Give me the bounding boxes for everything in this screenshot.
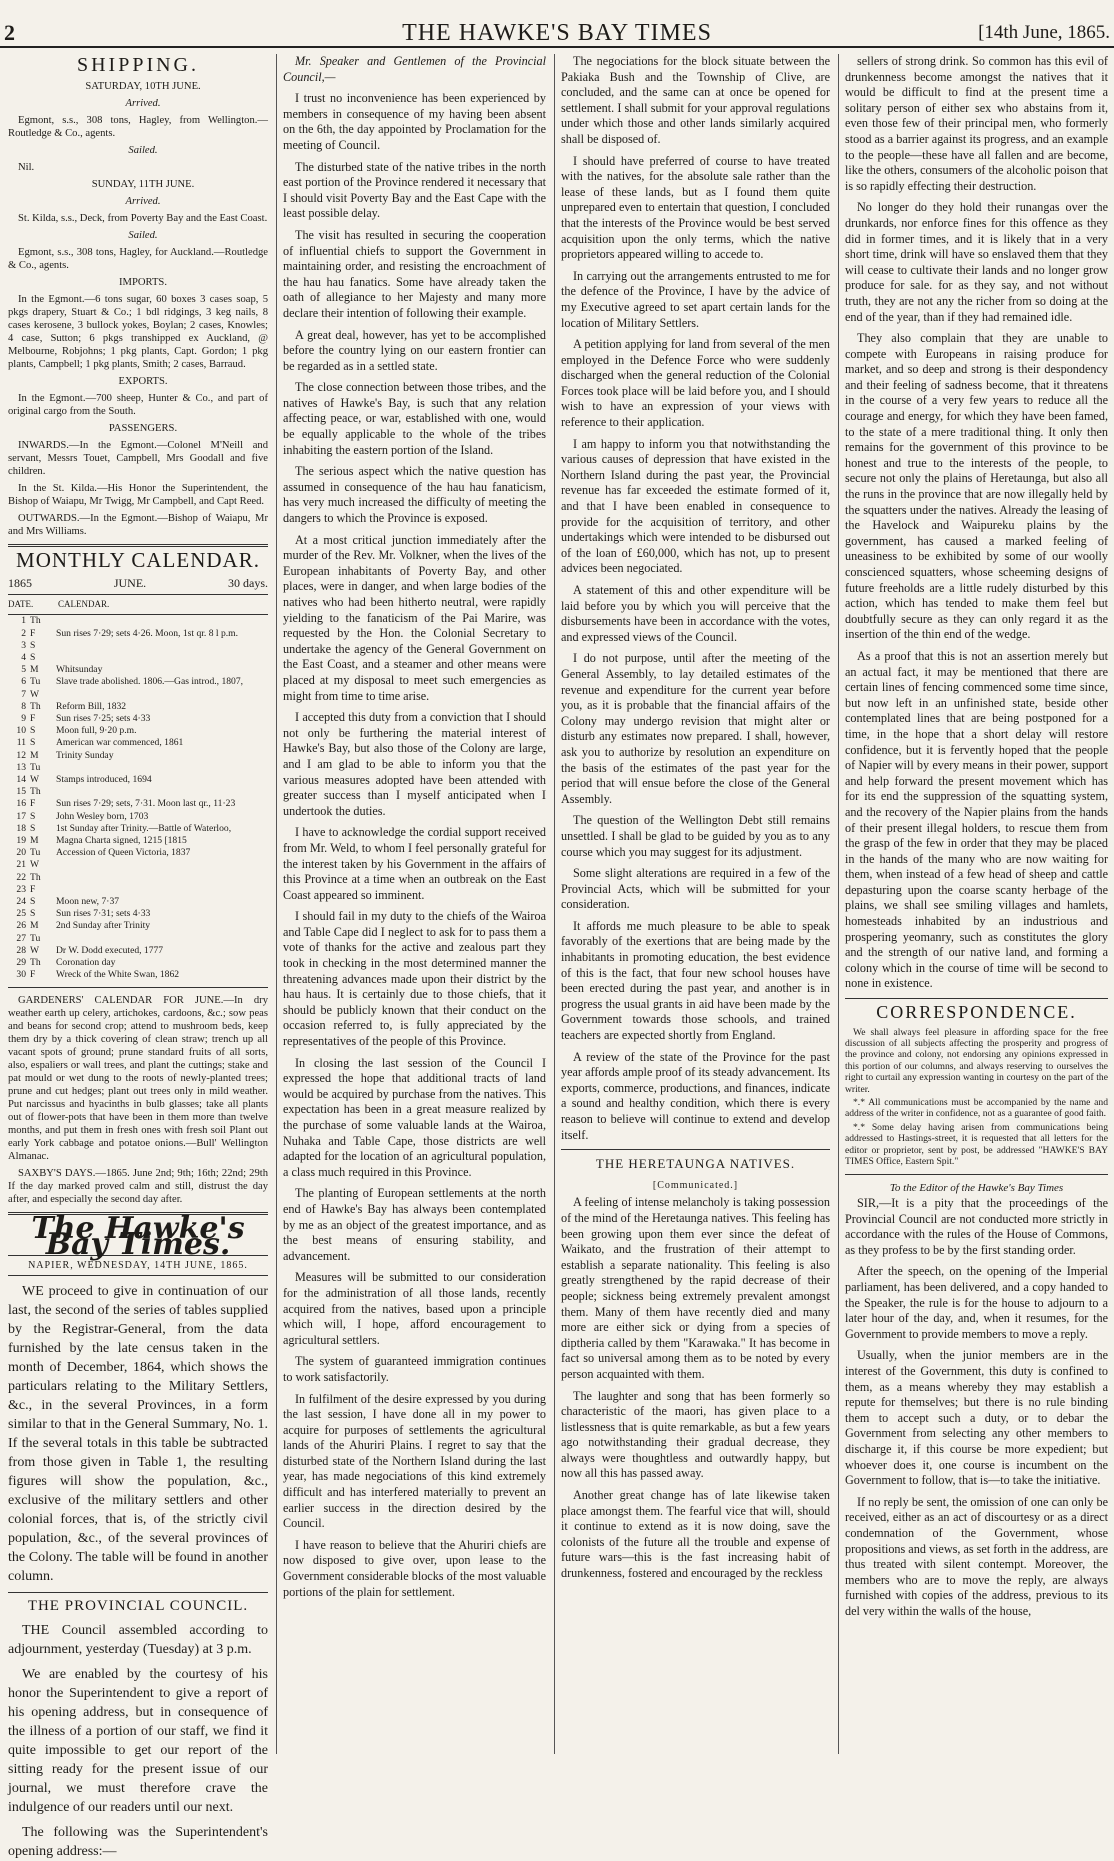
council-paragraph: THE Council assembled according to adjournment, yesterday (Tuesday) at 3 p.m. [8, 1622, 268, 1657]
calendar-weekday: W [30, 688, 40, 700]
calendar-weekday: Th [30, 700, 41, 712]
calendar-event: Accession of Queen Victoria, 1837 [56, 847, 191, 859]
calendar-rows [8, 615, 268, 981]
address-paragraph: The question of the Wellington Debt still remains unsettled. I shall be glad to be guided by you as to any course which you may suggest for its adjustment. [561, 813, 830, 859]
calendar-day: 11 [16, 737, 26, 749]
divider [8, 1592, 268, 1593]
address-paragraph: I accepted this duty from a conviction that I should not only be furthering the material interest of Hawke's Bay, but also those of the Colony are large, and I am glad to be able to inform you that the various measures adopted have been attended with greater success than I myself anticipated when I undertook the duties. [283, 710, 546, 818]
calendar-row [8, 945, 268, 957]
correspondence-note: *.* All communications must be accompanied by the name and address of the writer in confidence, not as a guarantee of good faith. [845, 1097, 1108, 1120]
calendar-weekday: Tu [30, 932, 41, 944]
calendar-day: 20 [16, 847, 26, 859]
calendar-row [8, 689, 268, 701]
calendar-row [8, 676, 268, 688]
calendar-event [56, 884, 268, 896]
gardeners-calendar: GARDENERS' CALENDAR FOR JUNE.—In dry weather earth up celery, artichokes, cardoons, &c.; sow peas and beans for second crop; attend to mushroom beds, keep them dry by a thick covering of clean straw; trench up all vacant spots of ground; prune standard fruits of all sorts, also, espaliers or wall trees, and plant the cuttings; stake and pat mould or wet dung to the roots of newly-planted trees; prune and cut hedges; plant out trees only in mild weather. Put narcissus and hyacinths in bulb glasses; take all plants out of flower-pots that have been in them more than twelve months, and put them in fresh ones with fresh soil Plant out early York cabbage and potatoe onions.—Bull' Wellington Almanac. [8, 995, 268, 1163]
council-paragraph: We are enabled by the courtesy of his honor the Superintendent to give a report of his opening address, but in consequence of the illness of a portion of our staff, we find it quite impossible to get our report of the sitting ready for the present issue of our journal, we must therefore crave the indulgence of our readers until our next. [8, 1666, 268, 1815]
calendar-day: 22 [16, 871, 26, 883]
address-paragraph: I have reason to believe that the Ahuriri chiefs are now disposed to give over, upon lease to the Government considerable blocks of the most valuable portions of the plain for settlement. [283, 1537, 546, 1599]
calendar-weekday: Th [30, 871, 41, 883]
calendar-event [56, 933, 268, 945]
shipping-line: PASSENGERS. [108, 422, 178, 434]
calendar-weekday: F [30, 969, 36, 981]
calendar-weekday: F [30, 713, 36, 724]
address-paragraph: I trust no inconvenience has been experienced by members in consequence of my having been absent on the 6th, the day appointed by Proclamation for the meeting of Council. [283, 91, 546, 152]
calendar-weekday: F [30, 798, 36, 810]
calendar-row [8, 652, 268, 664]
calendar-row [8, 762, 268, 774]
address-paragraph: I am happy to inform you that notwithstanding the various causes of depression that have existed in the Northern Island during the past year, the Provincial revenue has far exceeded the estimate formed of it, and that I have been enabled in consequence to provide for the acquisition of territory, and other undertakings which were intended to be disbursed out of the loan of £60,000, which has not, up to present advices been negociated. [561, 436, 830, 576]
natives-paragraph: The laughter and song that has been formerly so characteristic of the maori, has given place to a listlessness that is quite remarkable, as but a few years ago notwithstanding their gradual decrease, they always were thoughtless and outwardly happy, but now all this has passed away. [561, 1388, 830, 1481]
address-paragraph: The close connection between those tribes, and the natives of Hawke's Bay, is such that any relation affecting peace, or war, established with one, would be equally applicable to the whole of the tribes inhabiting the eastern portion of the Island. [283, 380, 546, 457]
calendar-weekday: M [30, 664, 39, 676]
calendar-day: 10 [16, 725, 26, 737]
address-paragraph: The visit has resulted in securing the cooperation of influential chiefs to support the Government in maintaining order, and resisting the encroachment of the hau hau fanatics. Some have already taken the oath of allegiance to her Majesty and many more declare their intention of following their example. [283, 227, 546, 320]
correspondence-heading: CORRESPONDENCE. [876, 1002, 1077, 1023]
calendar-year: 1865 [8, 576, 32, 591]
shipping-line: Nil. [18, 161, 35, 173]
divider [8, 987, 268, 988]
calendar-day: 12 [16, 749, 26, 761]
address-paragraph: In carrying out the arrangements entrusted to me for the defence of the Province, I have by the advice of my Executive agreed to set apart certain lands for the location of Military Settlers. [561, 268, 830, 330]
calendar-row [8, 725, 268, 737]
divider [561, 1149, 830, 1150]
divider [8, 544, 268, 547]
calendar-row [8, 664, 268, 676]
address-paragraph: A petition applying for land from several of the men employed in the Defence Force who were suddenly discharged when the general reduction of the Colonial Forces took place will be laid before you, and I should wish to have an expression of your views with reference to their application. [561, 337, 830, 430]
address-paragraph: Some slight alterations are required in a few of the Provincial Acts, which will be submitted for your consideration. [561, 866, 830, 912]
calendar-event [56, 872, 268, 884]
calendar-day: 7 [21, 688, 26, 700]
calendar-row [8, 628, 268, 640]
natives-subheading: [Communicated.] [652, 1179, 739, 1191]
calendar-weekday: W [30, 859, 40, 871]
calendar-weekday: S [30, 737, 36, 749]
calendar-weekday: W [30, 774, 40, 786]
calendar-weekday: Tu [30, 761, 41, 773]
calendar-day: 21 [16, 859, 26, 871]
calendar-weekday: Tu [30, 676, 41, 688]
shipping-line: In the St. Kilda.—His Honor the Superintendent, the Bishop of Waiapu, Mr Twigg, Mr Campbell, and Capt Reed. [8, 482, 268, 507]
page-number: 2 [4, 20, 15, 45]
calendar-event: Slave trade abolished. 1806.—Gas introd., 1807, [56, 676, 244, 688]
dateline: NAPIER, WEDNESDAY, 14TH JUNE, 1865. [8, 1255, 268, 1277]
calendar-row [8, 896, 268, 908]
calendar-row [8, 640, 268, 652]
calendar-day: 5 [21, 664, 26, 676]
calendar-weekday: Tu [30, 847, 41, 859]
shipping-line: EXPORTS. [118, 375, 168, 387]
calendar-weekday: Th [30, 786, 41, 798]
calendar-event: Stamps introduced, 1694 [56, 774, 152, 786]
calendar-days: 30 days. [228, 576, 268, 591]
shipping-line: IMPORTS. [119, 276, 167, 288]
calendar-row [8, 957, 268, 969]
shipping-line: Egmont, s.s., 308 tons, Hagley, for Auckland.—Routledge & Co., agents. [8, 246, 268, 271]
calendar-day: 1 [21, 615, 26, 627]
calendar-event: Sun rises 7·29; sets 4·26. Moon, 1st qr. 8 l p.m. [56, 627, 239, 639]
calendar-row [8, 859, 268, 871]
correspondence-note: We shall always feel pleasure in affording space for the free discussion of all subjects affecting the prosperity and progress of the province and colony, not endorsing any opinions expressed in this portion of our columns, and always reserving to ourselves the right to curtail any expression wanting in courtesy on the part of the writer. [845, 1026, 1108, 1095]
shipping-line: In the Egmont.—6 tons sugar, 60 boxes 3 cases soap, 5 pkgs drapery, Stuart & Co.; 1 bdl ridgings, 3 keg nails, 8 cases kerosene, 3 bullock yokes, Boylan; 2 cases, Knowles; 4 case, Sutton; 6 pkgs transhipped ex Auckland, @ Melbourne, Robjohns; 1 pkg plants, Capt. Gordon; 1 pkg plants, Campbell; 1 pkg plants, Smith; 2 cases, Barraud. [8, 293, 268, 370]
natives-paragraph: A feeling of intense melancholy is taking possession of the mind of the Heretaunga natives. This feeling has been growing upon them ever since the defeat of Waikato, and the frustration of their attempt to establish a separate nationality. This feeling is also greatly strengthened by the rapid decrease of their people; sickness being extremely prevalent amongst them. Many of them have recently died and many more are either sick or dying from a species of diptheria called by them "Karawaka." It has become in fact so universal among them as to be noted by every person acquainted with them. [561, 1195, 830, 1381]
address-paragraph: I should have preferred of course to have treated with the natives, for the absolute sale rather than the lease of these lands, but as I found them quite unprepared even to entertain that question, I concluded that the interests of the Province would be best served acquisition upon the only terms, which the native proprietors appeared willing to accede to. [561, 153, 830, 262]
letter-paragraph: After the speech, on the opening of the Imperial parliament, has been delivered, and a copy handed to the Speaker, the rule is for the house to adjourn to a later hour of the day, and, when it resumes, for the Government to provide members to move a reply. [845, 1264, 1108, 1341]
shipping-line: Sailed. [128, 229, 158, 241]
letter-address: To the Editor of the Hawke's Bay Times [889, 1181, 1064, 1194]
calendar-event: John Wesley born, 1703 [56, 810, 149, 822]
letter-paragraph: Usually, when the junior members are in the interest of the Government, this duty is confined to them, as a means whereby they may establish a repute for themselves; but there is no rule binding them to accept such a duty, or to debar the Government from selecting any other members to discharge it, if this course be more expedient; but whoever does it, one course is incumbent on the Government to follow, that is—to take the initiative. [845, 1348, 1108, 1488]
calendar-row [8, 920, 268, 932]
address-paragraph: Measures will be submitted to our consideration for the administration of all those lands, recently acquired from the natives, based upon a principle which will, I hope, afford encouragement to agricultural settlers. [283, 1270, 546, 1347]
calendar-event [56, 762, 268, 774]
calendar-day: 15 [16, 786, 26, 798]
council-paragraph: The following was the Superintendent's opening address:— [8, 1824, 268, 1859]
column-3 [554, 54, 830, 1754]
address-paragraph: The system of guaranteed immigration continues to work satisfactorily. [283, 1354, 546, 1384]
calendar-row [8, 847, 268, 859]
calendar-weekday: M [30, 749, 39, 761]
address-paragraph: I do not purpose, until after the meeting of the General Assembly, to lay detailed estimates of the revenue and expenditure for the current year before you, as it is probable that the financial affairs of the Colony may undergo revision that might alter or disturb any estimates now prepared. I shall, however, ask you to authorize by resolution an expenditure on the basis of the estimates of the past year for the period that will ensue before the close of the General Assembly. [561, 651, 830, 806]
calendar-row [8, 737, 268, 749]
address-paragraph: The disturbed state of the native tribes in the north east portion of the Province rendered it necessary that I should visit Poverty Bay and the East Cape with the least possible delay. [283, 159, 546, 221]
shipping-heading: SHIPPING. [76, 54, 200, 76]
council-heading: THE PROVINCIAL COUNCIL. [27, 1598, 249, 1615]
paper-nameplate: The Hawke's Bay Times. [31, 1211, 245, 1263]
calendar-day: 4 [21, 651, 26, 663]
address-paragraph: A statement of this and other expenditure will be laid before you by which you will perceive that the disbursements have been in accordance with the votes, and expressed views of the Council. [561, 583, 830, 644]
shipping-line: Arrived. [125, 195, 161, 207]
calendar-day: 17 [16, 810, 26, 822]
calendar-day: 16 [16, 798, 26, 810]
saxbys-days: SAXBY'S DAYS.—1865. June 2nd; 9th; 16th; 22nd; 29th If the day marked proved calm and still, distrust the day after, and especially the second day after. [8, 1168, 268, 1206]
natives-paragraph: As a proof that this is not an assertion merely but an actual fact, it may be mentioned that there are certain lines of fencing commenced some time since, but now left in an unfinished state, beside other contemplated lines that are being postponed for a time, in the hope that a short delay will restore confidence, but it is fervently hoped that the people of Napier will by every means in their power, support and help forward the present movement which has for its end the suppression of the squatting system, and the recovery of the Napier plains from the hands of their present illegal holders, to rescue them from the grasp of the few in order that they may be placed in the hands of the many who are now waiting for them, when instead of a few head of sheep and cattle depasturing upon the coarse scanty herbage of the plains, we shall see smiling villages and hamlets, homesteads inhabited by an industrious and prospering yeomanry, such as constitutes the glory and the strength of our native land, and forming a colony which in the course of time will be second to none in existence. [845, 648, 1108, 991]
letter-paragraph: If no reply be sent, the omission of one can only be received, either as an act of discourtesy or as a direct condemnation of the Government, whose propositions and views, as set forth in the address, are thus treated with silent contempt. Moreover, the members who are to move the reply, are always furnished with copies of the address, previous to its del very within the walls of the house, [845, 1494, 1108, 1618]
address-paragraph: I have to acknowledge the cordial support received from Mr. Weld, to whom I feel personally grateful for the interest taken by his Government in the affairs of this Province at a time when an outbreak on the East Coast appeared so imminent. [283, 825, 546, 902]
calendar-day: 8 [21, 700, 26, 712]
calendar-event [56, 859, 268, 871]
address-paragraph: At a most critical junction immediately after the murder of the Rev. Mr. Volkner, when the lives of the European inhabitants of Poverty Bay, and other places, were in danger, and when large bodies of the natives who had been hitherto neutral, were rapidly yielding to the fanaticism of the Pai Marire, was requested by the Hon. the Colonial Secretary to undertake the agency of the General Government on the East Coast, and a steamer and other means were placed at my disposal to meet such emergencies as might from time to time arise. [283, 532, 546, 703]
calendar-weekday: F [30, 627, 36, 639]
address-paragraph: It affords me much pleasure to be able to speak favorably of the exertions that are being made by the inhabitants in promoting education, the best evidence of this is the fact, that four new school houses have been erected during the past year, and another is in progress the usual grants in aid have been made by the Government towards those schools, and trained teachers are expected shortly from England. [561, 918, 830, 1043]
calendar-day: 29 [16, 957, 26, 969]
shipping-line: In the Egmont.—700 sheep, Hunter & Co., and part of original cargo from the South. [8, 392, 268, 417]
address-paragraph: A great deal, however, has yet to be accomplished before the country lying on our eastern frontier can be regarded as in a settled state. [283, 327, 546, 373]
calendar-event: Reform Bill, 1832 [56, 700, 127, 712]
calendar-event: 1st Sunday after Trinity.—Battle of Waterloo, [56, 822, 232, 834]
shipping-line: Arrived. [125, 97, 161, 109]
address-paragraph: The negociations for the block situate between the Pakiaka Bush and the Township of Clive, are concluded, and the same can at once be opened for settlement. I shall submit for your approval regulations under which those and other lands similarly acquired shall be disposed of. [561, 54, 830, 146]
calendar-weekday: S [30, 651, 36, 663]
calendar-weekday: S [30, 725, 36, 737]
natives-paragraph: No longer do they hold their runangas over the drunkards, nor enforce fines for this offence as they did in former times, and it is likely that in a very short time, drink will have so enslaved them that they will cease to cultivate their lands and no longer grow produce for sale. for as they say, and not without truth, they are not any the richer from so doing at the end of the year, than if they had remained idle. [845, 200, 1108, 324]
calendar-day: 23 [16, 883, 26, 895]
calendar-header [8, 574, 268, 595]
calendar-row [8, 713, 268, 725]
col-date: DATE. [8, 598, 34, 609]
issue-date: [14th June, 1865. [978, 22, 1110, 43]
calendar-row [8, 798, 268, 810]
calendar-weekday: S [30, 908, 36, 920]
calendar-column-headers [8, 595, 268, 616]
column-2 [276, 54, 546, 1754]
calendar-day: 26 [16, 920, 26, 932]
calendar-day: 25 [16, 908, 26, 920]
calendar-heading: MONTHLY CALENDAR. [16, 547, 260, 572]
calendar-day: 27 [16, 932, 26, 944]
address-paragraph: In closing the last session of the Council I expressed the hope that additional tracts of land would be acquired by purchase from the natives. This expectation has been in a great measure realized by the purchase of some valuable lands at the Wairoa, Nuhaka and Table Cape, those districts are well adapted for the location of an agricultural population, a class much required in this Province. [283, 1055, 546, 1179]
calendar-day: 28 [16, 944, 26, 956]
natives-paragraph: Another great change has of late likewise taken place amongst them. The fearful vice that will, should it continue to extend as it is now doing, save the colonists of the future all the trouble and expense of future wars—this is the fast increasing habit of drunkenness, fostered and encouraged by the reckless [561, 1488, 830, 1581]
calendar-event [56, 640, 268, 652]
calendar-event: Moon new, 7·37 [56, 896, 120, 908]
address-paragraph: I should fail in my duty to the chiefs of the Wairoa and Table Cape did I neglect to ask for to pass them a vote of thanks for the active and zealous part they took in checking in the most determined manner the threatening advances made upon their district by the hau haus. It is certainly due to those chiefs, that it should be publicly known that their conduct on the occasion referred to, is fully appreciated by the representatives of the people of this Province. [283, 909, 546, 1049]
shipping-section [8, 80, 268, 538]
divider [845, 1174, 1108, 1175]
shipping-line: SUNDAY, 11TH JUNE. [91, 178, 195, 190]
shipping-line: OUTWARDS.—In the Egmont.—Bishop of Waiapu, Mr and Mrs Williams. [8, 512, 268, 537]
address-paragraph: The serious aspect which the native question has assumed in consequence of the hau hau fanaticism, has very much increased the difficulty of meeting the dangers to which the Province is exposed. [283, 464, 546, 526]
calendar-event [56, 689, 268, 701]
calendar-day: 14 [16, 774, 26, 786]
calendar-day: 3 [21, 639, 26, 651]
calendar-day: 24 [16, 896, 26, 908]
calendar-event: Coronation day [56, 957, 116, 969]
calendar-event [56, 786, 268, 798]
calendar-row [8, 786, 268, 798]
calendar-row [8, 969, 268, 981]
calendar-event: Moon full, 9·20 p.m. [56, 725, 137, 737]
calendar-weekday: S [30, 896, 36, 908]
calendar-day: 18 [16, 822, 26, 834]
calendar-weekday: W [30, 944, 40, 956]
natives-paragraph: sellers of strong drink. So common has this evil of drunkenness become amongst the natives that it would be difficult to find at the present time a solitary person of either sex who abstains from it, even those few of their principal men, who formerly stood as a barrier against its progress, and an example to the people—these have all fallen and are become, like the others, consumers of the alcoholic poison that is so rapidly effecting their destruction. [845, 54, 1108, 193]
calendar-day: 19 [16, 835, 26, 847]
calendar-row [8, 811, 268, 823]
divider [845, 998, 1108, 999]
shipping-line: St. Kilda, s.s., Deck, from Poverty Bay and the East Coast. [18, 212, 268, 224]
address-paragraph: A review of the state of the Province for the past year affords ample proof of its steady advancement. Its exports, commerce, productions, and finances, indicate a sound and healthy condition, which there is every reason to believe will continue to extend and develop itself. [561, 1049, 830, 1142]
calendar-row [8, 933, 268, 945]
newspaper-title: THE HAWKE'S BAY TIMES [402, 20, 712, 46]
calendar-month: JUNE. [113, 576, 147, 591]
column-4 [838, 54, 1108, 1754]
calendar-weekday: S [30, 639, 36, 651]
calendar-event: Whitsunday [56, 664, 103, 676]
letter-paragraph: SIR,—It is a pity that the proceedings of the Provincial Council are not conducted more strictly in accordance with the rules of the House of Commons, as they profess to be by the first standing order. [845, 1196, 1108, 1257]
col-calendar: CALENDAR. [58, 598, 110, 609]
address-salutation: Mr. Speaker and Gentlemen of the Provincial Council,— [283, 54, 546, 84]
calendar-row [8, 774, 268, 786]
calendar-weekday: Th [30, 615, 41, 627]
calendar-day: 30 [16, 969, 26, 981]
address-paragraph: The planting of European settlements at the north end of Hawke's Bay has always been contemplated by me as an object of the greatest importance, and as the best means of ensuring stability, and advancement. [283, 1186, 546, 1263]
natives-heading: THE HERETAUNGA NATIVES. [595, 1156, 796, 1172]
correspondence-note: *.* Some delay having arisen from communications being addressed to Hastings-street, it is requested that all letters for the editor or proprietor, sent by post, be addressed "HAWKE'S BAY TIMES Office, Eastern Spit." [845, 1121, 1108, 1168]
calendar-weekday: M [30, 835, 39, 847]
calendar-day: 9 [21, 713, 26, 724]
calendar-event [56, 615, 268, 627]
calendar-weekday: F [30, 883, 36, 895]
shipping-line: Sailed. [128, 144, 158, 156]
calendar-day: 2 [21, 627, 26, 639]
calendar-event [56, 652, 268, 664]
calendar-event: Sun rises 7·29; sets, 7·31. Moon last qr., 11·23 [56, 798, 236, 810]
calendar-row [8, 615, 268, 627]
calendar-row [8, 872, 268, 884]
calendar-row [8, 835, 268, 847]
calendar-event: Sun rises 7·31; sets 4·33 [56, 908, 151, 920]
column-1 [8, 54, 268, 1859]
calendar-event: American war commenced, 1861 [56, 737, 184, 749]
calendar-row [8, 908, 268, 920]
calendar-weekday: S [30, 810, 36, 822]
calendar-event: Dr W. Dodd executed, 1777 [56, 944, 164, 956]
address-paragraph: In fulfilment of the desire expressed by you during the last session, I have done all in my power to acquire for purposes of settlements the agricultural lands of the Ahuriri Plains. I regret to say that the disturbed state of the Northern Island during the last year, has made negociations of this kind extremely difficult and has interfered materially to prevent an earlier success in the direction desired by the Council. [283, 1391, 546, 1531]
natives-paragraph: They also complain that they are unable to compete with Europeans in raising produce for market, and so deep and strong is their despondency and their feeling of sadness become, that it threatens in the course of a very few years to reduce all the courage and energy, for which they have been famed, to the state of a mere traditional thing. It only then remains for the government of this province to be honest and true to the interests of the people, to secure not only the plains of Heretaunga, but also all the runs in the province that are now illegally held by the squatters under the natives. Already the leasing of the Havelock and Waipureku plains by the government, has caused a marked feeling of uneasiness to be exhibited by some of our woolly conscienced squatters, whose scheeming designs of future freeholds are a little rudely disturbed by this action, which has tended to make them feel but doubtfully secure as they can only regard it as the insertion of the thin end of the wedge. [845, 331, 1108, 642]
calendar-weekday: M [30, 920, 39, 932]
calendar-event: Sun rises 7·25; sets 4·33 [56, 713, 151, 724]
shipping-line: SATURDAY, 10TH JUNE. [85, 80, 201, 92]
calendar-day: 13 [16, 761, 26, 773]
calendar-weekday: S [30, 822, 36, 834]
calendar-day: 6 [21, 676, 26, 688]
calendar-row [8, 701, 268, 713]
calendar-event: Magna Charta signed, 1215 [1815 [56, 835, 187, 847]
shipping-line: Egmont, s.s., 308 tons, Hagley, from Wellington.—Routledge & Co., agents. [8, 114, 268, 139]
masthead [0, 18, 1114, 48]
calendar-event: Trinity Sunday [56, 749, 114, 761]
shipping-line: INWARDS.—In the Egmont.—Colonel M'Neill and servant, Messrs Touet, Campbell, Mrs Goodall and five children. [8, 439, 268, 477]
calendar-row [8, 750, 268, 762]
editorial-paragraph: WE proceed to give in continuation of our last, the second of the series of tables supplied by the Registrar-General, from the data furnished by the late census taken in the month of December, 1864, which shows the particulars relating to the Military Settlers, &c., in the several Provinces, in a form similar to that in the General Summary, No. 1. If the several totals in this table be subtracted from those given in Table 1, the resulting figures will show the population, &c., exclusive of the military settlers and other colonial forces, that is, of the strictly civil population, &c., of the several provinces of the Colony. The table will be found in another column. [8, 1284, 268, 1585]
calendar-event: 2nd Sunday after Trinity [56, 920, 151, 932]
calendar-row [8, 823, 268, 835]
calendar-row [8, 884, 268, 896]
calendar-weekday: Th [30, 957, 41, 969]
calendar-event: Wreck of the White Swan, 1862 [56, 969, 180, 981]
